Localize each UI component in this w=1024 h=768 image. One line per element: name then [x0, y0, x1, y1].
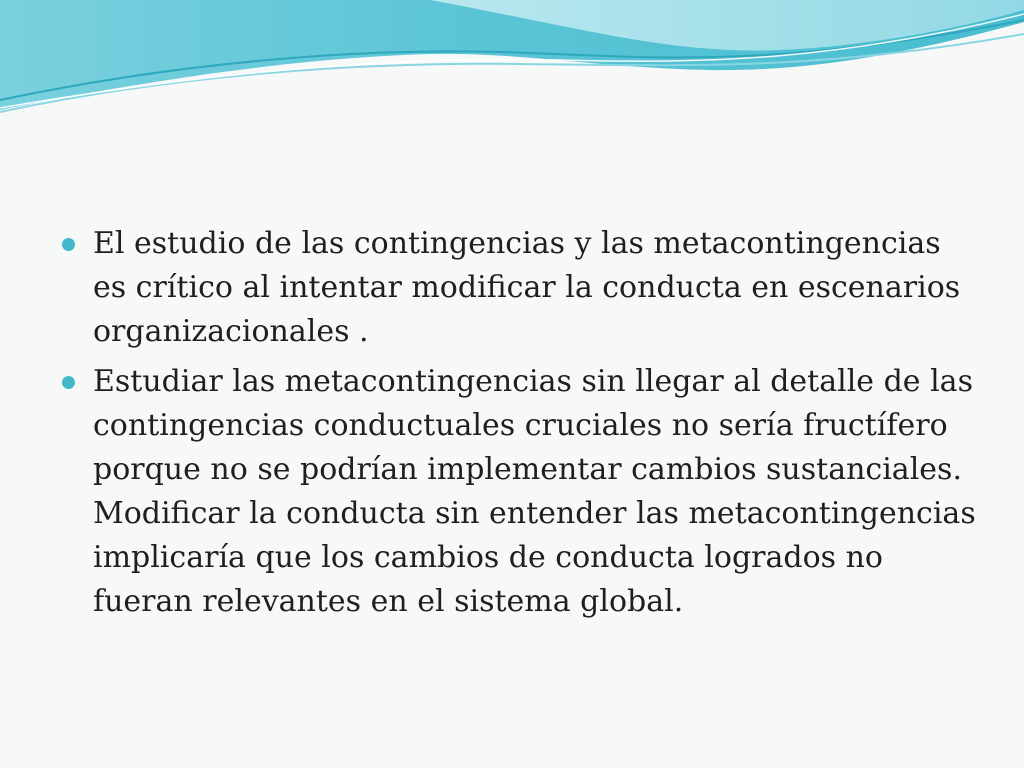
bullet-item-1: [62, 222, 982, 354]
bullet-dot-icon: [62, 376, 75, 389]
bullet-list: [62, 222, 995, 630]
wave-header-decoration: [0, 0, 1024, 120]
bullet-dot-icon: [62, 238, 75, 251]
bullet-text-1: El estudio de las contingencias y las metacontingencias es crítico al intentar modificar la conducta en escenarios organizacionales .: [93, 226, 970, 349]
bullet-item-2: [62, 360, 995, 624]
bullet-text-2: Estudiar las metacontingencias sin llegar al detalle de las contingencias conductuales cruciales no sería fructífero porque no se podrían implementar cambios sustanciales. Modificar la conducta sin entender las metacontingencias implicaría que los cambios de conducta logrados no fueran relevantes en el sistema global.: [93, 364, 995, 619]
